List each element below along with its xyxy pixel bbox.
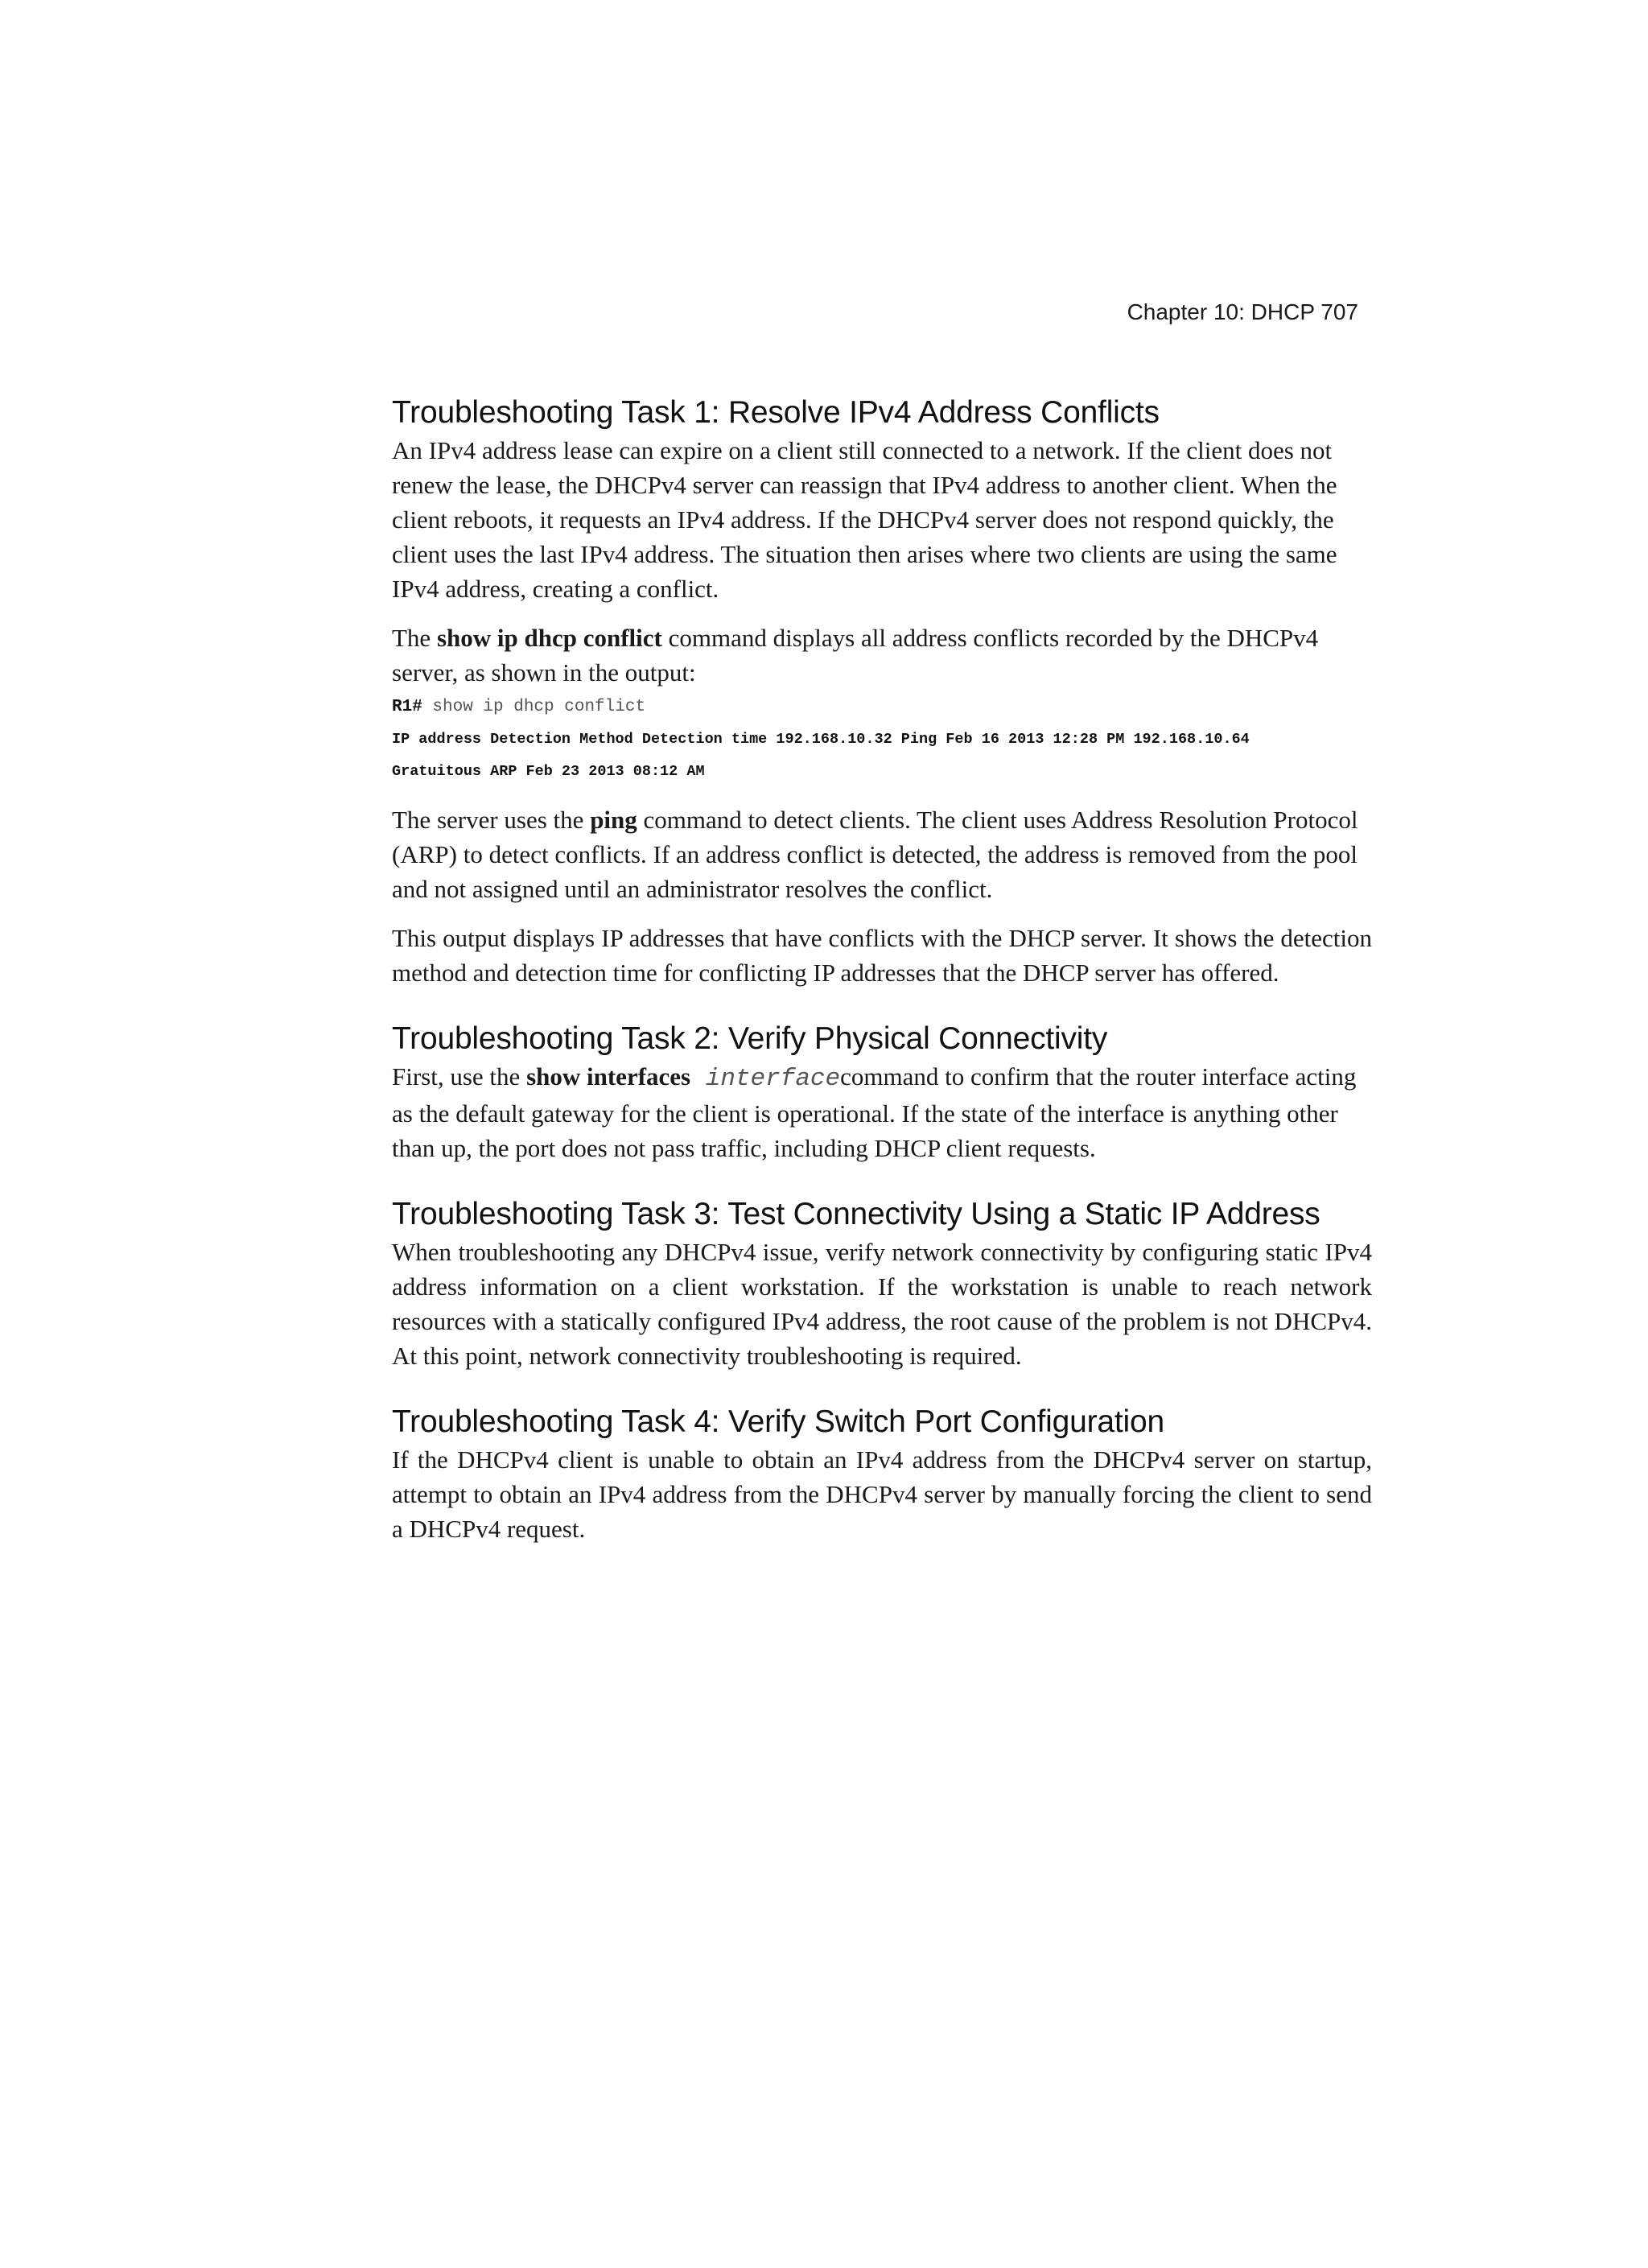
inline-command: ping bbox=[590, 806, 637, 834]
text-run: command to confirm that the router interface acting as the default gateway for the client is operational. If the state of the interface is anything other than up, the port does not pass traffic, including DHCP client requests. bbox=[392, 1062, 1357, 1162]
inline-argument: interface bbox=[690, 1065, 841, 1093]
text-run: The bbox=[392, 624, 437, 652]
task3-paragraph: When troubleshooting any DHCPv4 issue, verify network connectivity by configuring static IPv4 address information on a client workstation. If the workstation is unable to reach network resources with a statically configured IPv4 address, the root cause of the problem is not DHCPv4. At this point, network connectivity troubleshooting is required. bbox=[392, 1238, 1372, 1370]
code-output-line-2: Gratuitous ARP Feb 23 2013 08:12 AM bbox=[392, 763, 705, 780]
text-run: command displays all address conflicts recorded by the DHCPv4 server, as shown in the output: bbox=[392, 624, 1319, 687]
inline-command: show ip dhcp conflict bbox=[436, 624, 662, 652]
task1-paragraph-4: This output displays IP addresses that have conflicts with the DHCP server. It shows the detection method and detection time for conflicting IP addresses that the DHCP server has offered. bbox=[392, 924, 1372, 987]
code-command-line bbox=[392, 691, 1372, 724]
running-head: Chapter 10: DHCP 707 bbox=[1127, 299, 1358, 324]
task1-paragraph-3 bbox=[392, 802, 1372, 906]
task1-paragraph-1: An IPv4 address lease can expire on a client still connected to a network. If the client does not renew the lease, the DHCPv4 server can reassign that IPv4 address to another client. When the client reboots, it requests an IPv4 address. If the DHCPv4 server does not respond quickly, the client uses the last IPv4 address. The situation then arises where two clients are using the same IPv4 address, creating a conflict. bbox=[392, 436, 1337, 603]
section-heading-task1: Troubleshooting Task 1: Resolve IPv4 Address Conflicts bbox=[392, 395, 1160, 430]
text-run: command to detect clients. The client uses Address Resolution Protocol (ARP) to detect conflicts. If an address conflict is detected, the address is removed from the pool and not assigned until an administrator resolves the conflict. bbox=[392, 806, 1358, 903]
code-command: show ip dhcp conflict bbox=[422, 698, 646, 716]
section-heading-task3: Troubleshooting Task 3: Test Connectivity Using a Static IP Address bbox=[392, 1197, 1320, 1231]
section-heading-task4: Troubleshooting Task 4: Verify Switch Port Configuration bbox=[392, 1404, 1164, 1439]
task4-paragraph: If the DHCPv4 client is unable to obtain an IPv4 address from the DHCPv4 server on startup, attempt to obtain an IPv4 address from the DHCPv4 server by manually forcing the client to send a DHCPv4 request. bbox=[392, 1445, 1372, 1543]
text-run: The server uses the bbox=[392, 806, 591, 834]
task2-paragraph bbox=[392, 1059, 1372, 1165]
code-prompt: R1# bbox=[392, 698, 422, 716]
section-heading-task2: Troubleshooting Task 2: Verify Physical Connectivity bbox=[392, 1021, 1108, 1056]
inline-command: show interfaces bbox=[526, 1062, 691, 1091]
text-run: First, use the bbox=[392, 1062, 527, 1091]
code-output-line-1: IP address Detection Method Detection time 192.168.10.32 Ping Feb 16 2013 12:28 PM 192.168.10.64 bbox=[392, 731, 1250, 748]
task1-paragraph-2 bbox=[392, 621, 1372, 690]
page-body bbox=[392, 393, 1372, 1546]
